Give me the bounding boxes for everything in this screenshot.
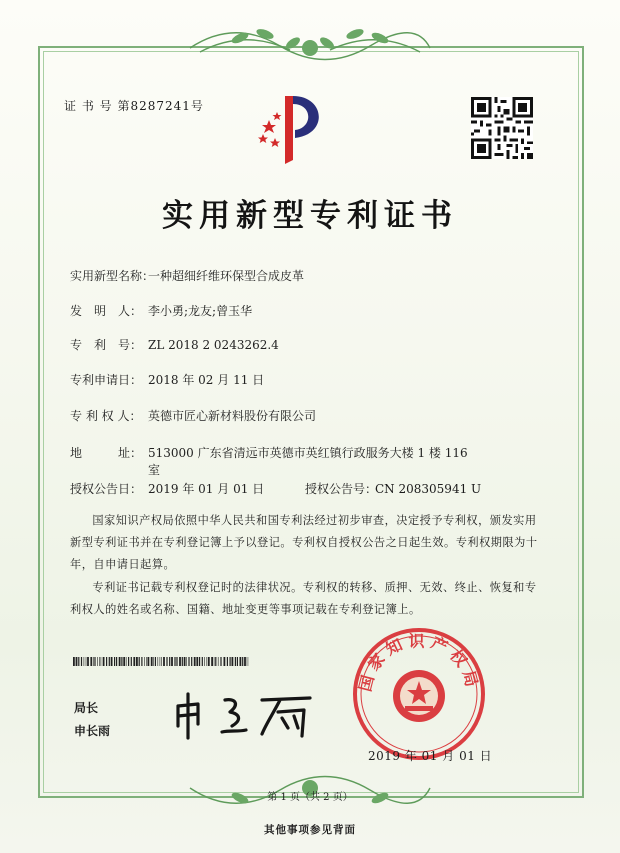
paragraph-legal-status: 专利证书记载专利权登记时的法律状况。专利权的转移、质押、无效、终止、恢复和专利权人的姓名或名称、国籍、地址变更等事项记载在专利登记簿上。 bbox=[70, 581, 537, 616]
field-label: 授权公告号： bbox=[305, 482, 378, 496]
field-label: 专 利 权 人： bbox=[70, 409, 142, 423]
field-value: 英德市匠心新材料股份有限公司 bbox=[148, 409, 317, 423]
field-inventor bbox=[70, 302, 252, 319]
field-value: ZL 2018 2 0243262.4 bbox=[148, 338, 279, 352]
seal-text: 国家知识产权局 bbox=[355, 631, 483, 694]
field-value: 一种超细纤维环保型合成皮革 bbox=[148, 269, 305, 283]
page-number: 第 1 页（共 2 页） bbox=[267, 792, 353, 803]
official-seal-icon bbox=[351, 626, 487, 762]
field-value: CN 208305941 U bbox=[375, 482, 482, 496]
certificate-number: 证 书 号 第8287241号 bbox=[64, 99, 204, 113]
seal-date: 2019 年 01 月 01 日 bbox=[368, 749, 493, 763]
qr-code-icon bbox=[471, 97, 533, 159]
field-value: 2019 年 01 月 01 日 bbox=[148, 482, 265, 496]
field-label: 地 址： bbox=[70, 446, 143, 460]
certificate-title: 实用新型专利证书 bbox=[162, 198, 458, 234]
field-value: 2018 年 02 月 11 日 bbox=[148, 373, 265, 387]
field-value: 513000 广东省清远市英德市英红镇行政服务大楼 1 楼 116 bbox=[148, 446, 468, 460]
field-patent-number bbox=[70, 336, 279, 353]
field-filing-date bbox=[70, 371, 264, 388]
field-label: 专利申请日： bbox=[70, 373, 143, 387]
paragraph-grant-statement: 国家知识产权局依照中华人民共和国专利法经过初步审查，决定授予专利权，颁发实用新型专利证书并在专利登记簿上予以登记。专利权自授权公告之日起生效。专利权期限为十年，自申请日起算。 bbox=[70, 514, 538, 571]
director-name: 申长雨 bbox=[74, 724, 111, 738]
field-label: 授权公告日： bbox=[70, 482, 143, 496]
field-label: 发 明 人： bbox=[70, 304, 143, 318]
floral-ornament-top bbox=[180, 18, 440, 64]
director-signature bbox=[170, 686, 320, 741]
field-grant-date bbox=[70, 480, 264, 497]
field-label: 专 利 号： bbox=[70, 338, 143, 352]
field-value: 李小勇;龙友;曾玉华 bbox=[148, 304, 253, 318]
footer-note: 其他事项参见背面 bbox=[264, 824, 356, 836]
field-utility-model-name bbox=[70, 267, 304, 284]
field-label: 实用新型名称： bbox=[70, 269, 155, 283]
field-patentee bbox=[70, 407, 316, 424]
cnipa-logo-icon bbox=[255, 90, 335, 168]
field-address-continued: 室 bbox=[148, 463, 161, 477]
field-grant-number bbox=[305, 480, 481, 497]
field-address bbox=[70, 444, 468, 461]
director-title: 局长 bbox=[74, 701, 99, 715]
barcode-icon bbox=[73, 657, 249, 666]
